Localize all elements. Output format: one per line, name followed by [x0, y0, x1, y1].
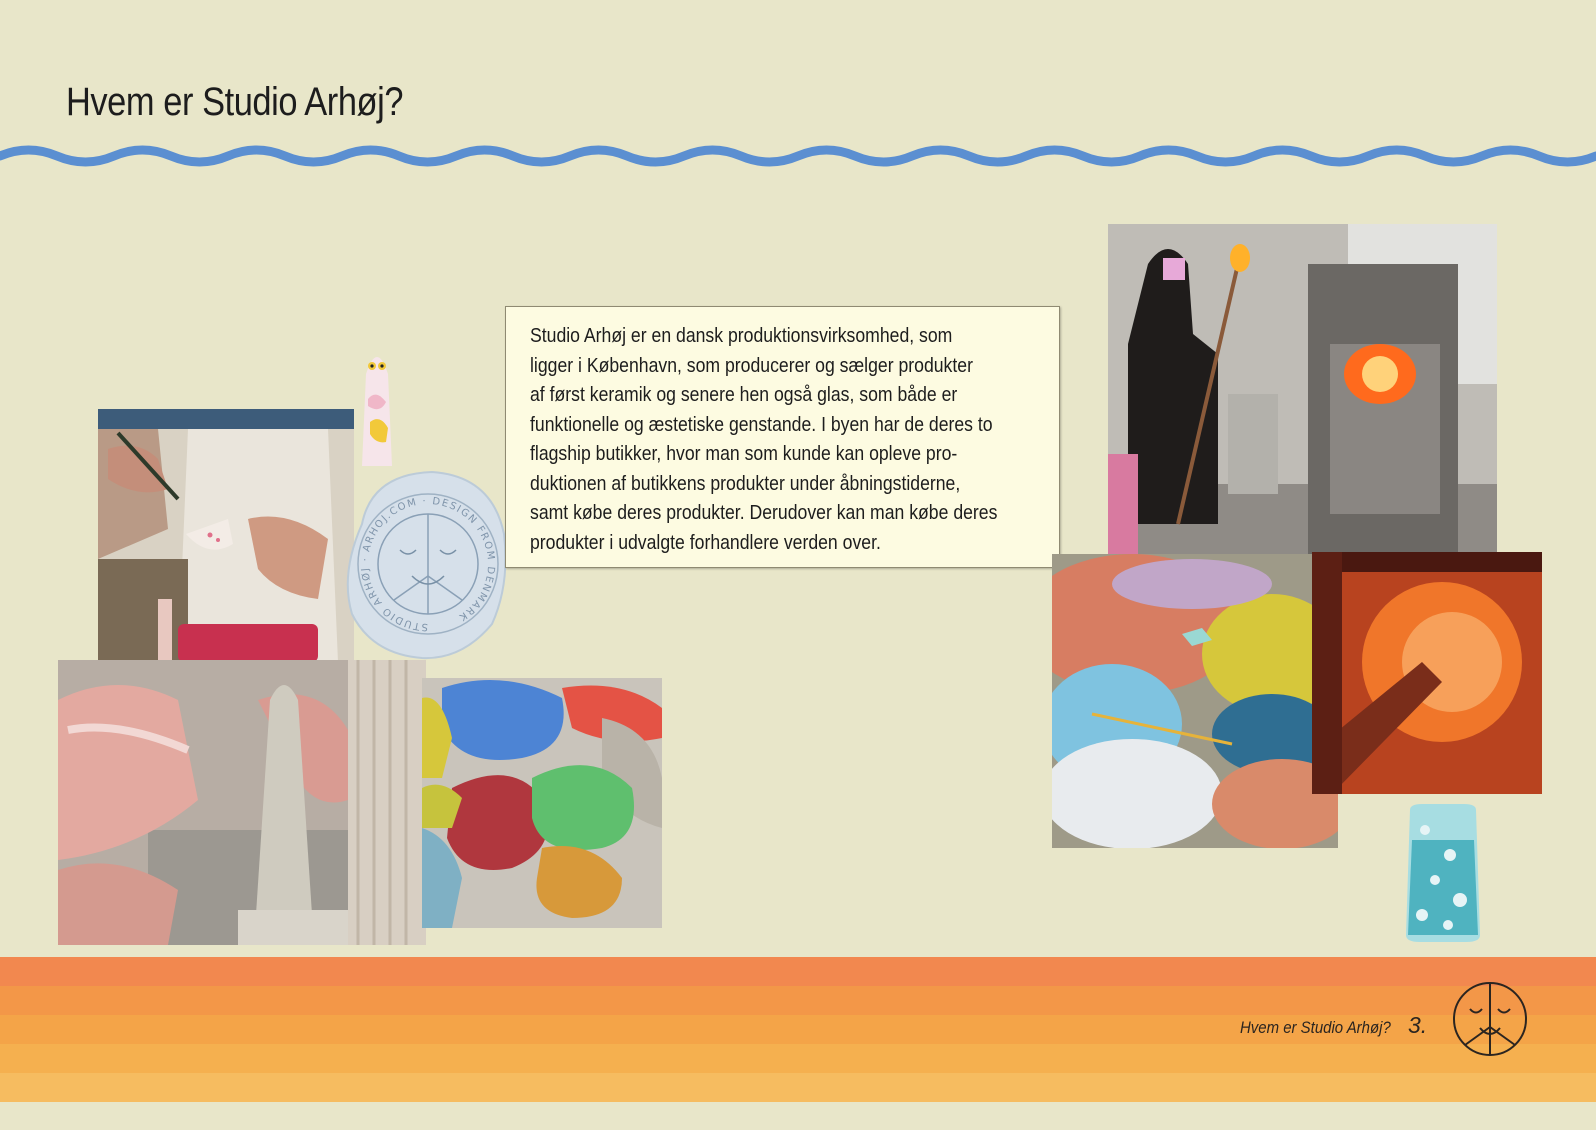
intro-line: af først keramik og senere hen også glas, som både er	[530, 383, 958, 406]
stripe	[0, 1073, 1596, 1102]
intro-text-box	[505, 306, 1060, 568]
stamp-ring-text: STUDIO ARHØJ · ARHOJ.COM · DESIGN FROM DENMARK	[360, 495, 497, 633]
stripe	[0, 957, 1596, 986]
photo-figurine	[356, 344, 398, 466]
stripe	[0, 1044, 1596, 1073]
photo-throwing-clay	[58, 660, 426, 945]
studio-arhoj-face-logo-icon	[1451, 980, 1529, 1058]
page-title: Hvem er Studio Arhøj?	[66, 80, 404, 124]
intro-line: Studio Arhøj er en dansk produktionsvirksomhed, som	[530, 324, 953, 347]
studio-stamp-badge	[342, 464, 510, 664]
intro-line: flagship butikker, hvor man som kunde kan opleve pro-	[530, 442, 958, 465]
page-number: 3.	[1408, 1012, 1428, 1038]
photo-glassblower-furnace	[1108, 224, 1497, 554]
photo-glowing-kiln	[1312, 552, 1542, 794]
intro-line: samt købe deres produkter. Derudover kan man købe deres	[530, 501, 998, 524]
intro-paragraph	[530, 321, 1029, 557]
wave-divider	[0, 138, 1596, 182]
photo-glass-fragments	[1052, 554, 1338, 848]
footer-section-label: Hvem er Studio Arhøj?	[1240, 1018, 1391, 1037]
photo-glass-cup	[1400, 800, 1516, 958]
photo-painting-ceramic	[98, 409, 354, 662]
photo-colored-clay	[422, 678, 662, 928]
intro-line: duktionen af butikkens produkter under åbningstiderne,	[530, 471, 961, 495]
intro-line: ligger i København, som producerer og sælger produkter	[530, 353, 973, 377]
intro-line: funktionelle og æstetiske genstande. I byen har de deres to	[530, 412, 993, 436]
intro-line: produkter i udvalgte forhandlere verden over.	[530, 530, 881, 554]
stripe	[0, 986, 1596, 1015]
